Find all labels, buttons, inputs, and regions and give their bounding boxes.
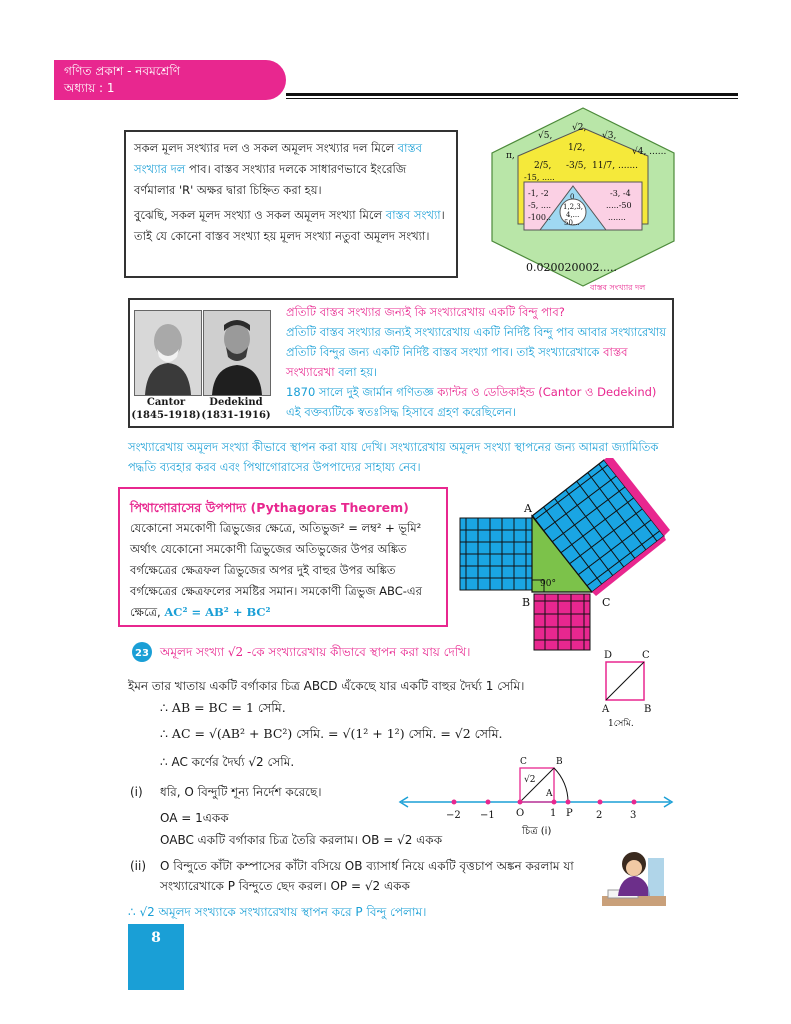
number-line-question: প্রতিটি বাস্তব সংখ্যার জন্যই কি সংখ্যারেখায় একটি বিন্দু পাব? xyxy=(286,305,565,319)
pythagoras-theorem-box xyxy=(118,487,448,627)
definition-term-2: বাস্তব সংখ্যা xyxy=(385,208,441,222)
history-names: ক্যান্টর ও ডেডিকাইন্ড (Cantor ও Dedekind) xyxy=(437,385,657,399)
label-root2: √2 xyxy=(524,775,536,785)
tick-3 xyxy=(632,800,637,805)
tick-origin xyxy=(518,800,523,805)
face xyxy=(626,860,642,876)
equation-1: ∴ AB = BC = 1 সেমি. xyxy=(160,700,286,715)
integer-6: -100.. xyxy=(528,213,552,222)
step-2-text: O বিন্দুতে কাঁটা কম্পাসের কাঁটা বসিয়ে OB ব্যাসার্ধ নিয়ে একটি বৃত্তচাপ অঙ্কন করলাম যা সংখ্যারেখাকে P বিন্দুতে ছেদ করল। OP = √2 একক xyxy=(160,859,574,893)
fraction-1: 2/5, xyxy=(534,161,552,171)
pythagoras-title: পিথাগোরাসের উপপাদ্য (Pythagoras Theorem) xyxy=(130,500,409,515)
tick-2 xyxy=(598,800,603,805)
fraction-4: 11/7, xyxy=(592,161,616,171)
label-c-point: C xyxy=(520,757,527,767)
label-1: 1 xyxy=(550,808,557,819)
header-rule xyxy=(286,93,738,96)
integer-7: ....... xyxy=(608,213,626,222)
background-window xyxy=(648,858,664,896)
equation-3: ∴ AC কর্ণের দৈর্ঘ্য √2 সেমি. xyxy=(160,755,295,769)
conclusion: ∴ √2 অমূলদ সংখ্যাকে সংখ্যারেখায় স্থাপন করে P বিন্দু পেলাম। xyxy=(128,905,427,919)
definition-term: বাস্তব সংখ্যার দল xyxy=(134,141,423,176)
label-b: B xyxy=(644,704,652,715)
irrational-1: √5, xyxy=(538,131,553,141)
number-line-answer xyxy=(286,322,668,382)
pythagoras-formula: AC² = AB² + BC² xyxy=(164,605,271,619)
cantor-name: Cantor xyxy=(146,397,186,408)
label-a: A xyxy=(602,704,610,715)
real-number-definition-box xyxy=(124,130,458,278)
dedekind-portrait xyxy=(203,310,271,396)
step-1-ob: OABC একটি বর্গাকার চিত্র তৈরি করলাম। OB = √2 একক xyxy=(160,833,443,847)
label-2: 2 xyxy=(596,810,603,821)
integer-3: -3, -4 xyxy=(610,189,631,198)
tick-minus-2 xyxy=(452,800,457,805)
pythagoras-statement: যেকোনো সমকোণী ত্রিভুজের ক্ষেত্রে, অতিভুজ² = লম্ব² + ভূমি² xyxy=(130,521,422,535)
natural-3: 4,... xyxy=(566,211,580,219)
definition-text-cont: পাব। বাস্তব সংখ্যার দলকে সাধারণভাবে ইংরেজি বর্ণমালার 'R' অক্ষর দ্বারা চিহ্নিত করা হয়। xyxy=(134,162,407,197)
page-number: 8 xyxy=(128,924,184,990)
chapter-label: অধ্যায় : 1 xyxy=(64,81,115,95)
integer-5: .....-50 xyxy=(606,201,632,210)
step-1-oa: OA = 1একক xyxy=(160,811,229,825)
section-heading-text: অমূলদ সংখ্যা xyxy=(160,645,225,659)
section-number: 23 xyxy=(135,648,149,659)
vertex-a: A xyxy=(524,502,532,515)
history-note xyxy=(286,382,668,422)
section-heading xyxy=(160,642,600,662)
definition-paragraph-2 xyxy=(134,205,448,247)
number-line-text xyxy=(286,302,668,422)
pythagoras-explanation: অর্থাৎ যেকোনো সমকোণী ত্রিভুজের অতিভুজের উপর অঙ্কিত বর্গক্ষেত্রের ক্ষেত্রফল ত্রিভুজের অপর দুই বাহুর উপর অঙ্কিত বর্গক্ষেত্রের ক্ষেত্রফলের সমষ্টির সমান। সমকোণী ত্রিভুজ ABC-এর ক্ষেত্রে, xyxy=(130,542,422,619)
label-c: C xyxy=(642,650,650,661)
label-b-point: B xyxy=(556,757,563,767)
square-on-ab xyxy=(460,518,532,590)
integer-1: -15, ..... xyxy=(524,173,555,182)
section-heading-text-end: -কে সংখ্যারেখায় কীভাবে স্থাপন করা যায় দেখি। xyxy=(247,645,471,659)
section-number-badge xyxy=(131,641,153,663)
integer-2: -1, -2 xyxy=(528,189,549,198)
chapter-banner xyxy=(54,60,286,100)
answer-term: বাস্তব সংখ্যারেখা xyxy=(286,345,628,379)
definition-text: সকল মূলদ সংখ্যার দল ও সকল অমূলদ সংখ্যার দল মিলে xyxy=(134,141,395,155)
irrational-4: π, xyxy=(506,151,515,161)
book-title: গণিত প্রকাশ - নবমশ্রেণি xyxy=(64,64,181,78)
irrational-3: √3, xyxy=(602,131,617,141)
irrational-2: √2, xyxy=(572,123,587,133)
definition-text-2: বুঝেছি, সকল মূলদ সংখ্যা ও সকল অমূলদ সংখ্যা মিলে xyxy=(134,208,383,222)
cantor-portrait xyxy=(134,310,202,396)
definition-text-2-cont: । তাই যে কোনো বাস্তব সংখ্যা হয় মূলদ সংখ্যা নতুবা অমূলদ সংখ্যা। xyxy=(134,208,445,243)
natural-2: 1,2,3, xyxy=(563,203,584,211)
unit-label: 1সেমি. xyxy=(608,719,634,729)
bridge-paragraph: সংখ্যারেখায় অমূলদ সংখ্যা কীভাবে স্থাপন করা যায় দেখি। সংখ্যারেখায় অমূলদ সংখ্যা স্থাপনের জন্য আমরা জ্যামিতিক পদ্ধতি ব্যবহার করব এবং পিথাগোরাসের উপপাদ্যের সাহায্য নেব। xyxy=(128,440,659,474)
step-2-number: (ii) xyxy=(130,859,147,873)
fraction-2: 1/2, xyxy=(568,143,586,153)
dedekind-name: Dedekind xyxy=(209,397,263,408)
label-minus-1: −1 xyxy=(480,810,495,821)
answer-text: প্রতিটি বাস্তব সংখ্যার জন্যই সংখ্যারেখায় একটি নির্দিষ্ট বিন্দু পাব আবার সংখ্যারেখায় প্রতিটি বিন্দুর জন্য একটি নির্দিষ্ট বাস্তব সংখ্যা পাব। তাই সংখ্যারেখাকে xyxy=(286,325,667,359)
label-o: O xyxy=(516,808,525,819)
integer-4: -5, .... xyxy=(528,201,552,210)
label-minus-2: −2 xyxy=(446,810,461,821)
vertex-c: C xyxy=(602,596,611,609)
label-a-point: A xyxy=(546,789,553,799)
label-d: D xyxy=(604,650,613,661)
compass-arc xyxy=(554,768,568,802)
fraction-5: ....... xyxy=(618,161,639,171)
dedekind-caption xyxy=(199,396,273,422)
vertex-b: B xyxy=(522,596,531,609)
natural-4: 50... xyxy=(564,219,580,227)
history-text: 1870 সালে দুই জার্মান গণিতজ্ঞ xyxy=(286,385,434,399)
diagonal-ac xyxy=(606,662,644,700)
pythagoras-figure xyxy=(454,458,672,654)
real-number-set-diagram xyxy=(488,106,678,292)
tick-minus-1 xyxy=(486,800,491,805)
shirt xyxy=(618,876,650,896)
equation-2: ∴ AC = √(AB² + BC²) সেমি. = √(1² + 1²) সেমি. = √2 সেমি. xyxy=(160,726,503,741)
step-1-text: ধরি, O বিন্দুটি শূন্য নির্দেশ করেছে। xyxy=(160,785,322,799)
fraction-3: -3/5, xyxy=(566,161,587,171)
natural-1: 0 xyxy=(570,193,575,201)
label-p: P xyxy=(566,808,573,819)
header-rule-thin xyxy=(286,98,738,99)
section-heading-root: √2 xyxy=(227,645,244,659)
figure-label: চিত্র (i) xyxy=(522,826,552,837)
number-line-figure xyxy=(396,754,676,840)
tick-1 xyxy=(552,800,557,805)
cantor-caption xyxy=(130,396,202,422)
square-abcd-figure xyxy=(596,646,666,736)
angle-label: 90° xyxy=(540,579,556,589)
history-text-end: এই বক্তব্যটিকে স্বতঃসিদ্ধ হিসাবে গ্রহণ করেছিলেন। xyxy=(286,405,516,419)
diagram-caption: বাস্তব সংখ্যার দল xyxy=(590,283,646,292)
step-1-number: (i) xyxy=(130,785,143,799)
label-3: 3 xyxy=(630,810,637,821)
decimal-example: 0.020020002..... xyxy=(526,261,617,274)
answer-text-end: বলা হয়। xyxy=(338,365,378,379)
irrational-5: √4, ...... xyxy=(632,147,667,157)
student-illustration xyxy=(598,844,670,918)
cantor-years: (1845-1918) xyxy=(131,410,201,421)
dedekind-years: (1831-1916) xyxy=(201,410,271,421)
tick-p xyxy=(566,800,571,805)
section-intro: ইমন তার খাতায় একটি বর্গাকার চিত্র ABCD এঁকেছে যার একটি বাহুর দৈর্ঘ্য 1 সেমি। xyxy=(128,679,525,693)
